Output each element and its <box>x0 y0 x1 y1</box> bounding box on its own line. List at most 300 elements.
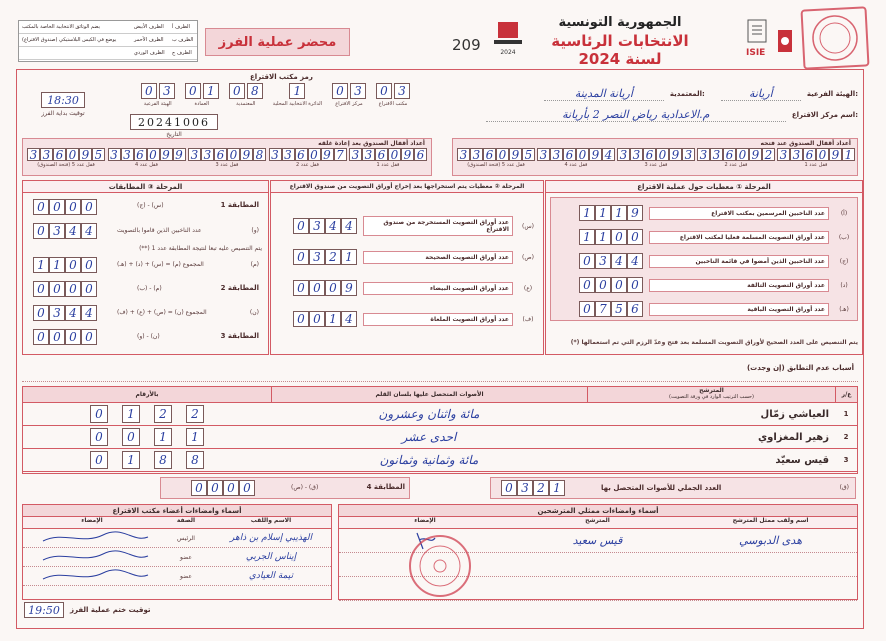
stage2-row <box>277 277 537 299</box>
header-titles <box>535 15 705 68</box>
isie-logo <box>740 18 774 62</box>
candidates-table <box>22 386 858 474</box>
match3-formula: (و) - (ن) <box>137 333 160 340</box>
stage1-row <box>555 298 853 320</box>
sum-m-code: (م) <box>250 261 259 268</box>
stage1-row <box>555 274 853 296</box>
close-lock-digit: 9 <box>79 148 92 161</box>
stage2-row <box>277 308 537 330</box>
open-lock-digit: 6 <box>563 148 576 161</box>
match3-digit: 0 <box>33 329 49 345</box>
voters-digit: 4 <box>65 223 81 239</box>
open-lock <box>457 148 535 168</box>
candidate-votes-digit: 0 <box>90 405 108 423</box>
close-lock <box>269 148 347 168</box>
open-lock-digit: 3 <box>537 148 550 161</box>
open-lock-digit: 9 <box>749 148 762 161</box>
close-lock-digit: 6 <box>295 148 308 161</box>
code-digit: 1 <box>203 83 219 99</box>
stage2-digit: 3 <box>309 218 325 234</box>
candidate-votes-digit: 1 <box>186 428 204 446</box>
reps-col-rep: اسم ولقب ممثل المترشح <box>732 517 809 524</box>
ballot-box-icon <box>488 18 528 62</box>
irregularities-row <box>22 360 858 382</box>
sum-n-digit: 4 <box>65 305 81 321</box>
open-lock-digit: 6 <box>723 148 736 161</box>
candidate-num: 2 <box>843 433 849 441</box>
close-lock-digit: 3 <box>121 148 134 161</box>
candidate-votes-digit: 2 <box>154 405 172 423</box>
report-title: محضر عملية الفرز <box>218 34 337 50</box>
code-part <box>273 83 322 107</box>
stage1-digit: 6 <box>627 301 643 317</box>
open-lock <box>617 148 695 168</box>
date-value: 20241006 <box>130 114 218 130</box>
envelope-legend <box>18 20 198 62</box>
candidate-votes-digit: 8 <box>186 451 204 469</box>
stage2-digit: 3 <box>309 249 325 265</box>
close-lock-digit: 3 <box>27 148 40 161</box>
match2-digit: 0 <box>81 281 97 297</box>
member-role: عضو <box>180 572 192 580</box>
legend-color: الظرف الأبيض <box>134 24 164 30</box>
total-digit: 0 <box>501 480 517 496</box>
voters-label: عدد الناخبين الذين قاموا بالتصويت <box>117 227 202 234</box>
col-name: المترشح <box>699 387 724 394</box>
members-title: أسماء وامضاءات أعضاء مكتب الاقتراع <box>23 505 331 517</box>
close-lock-digit: 3 <box>349 148 362 161</box>
open-lock-digit: 3 <box>710 148 723 161</box>
totals-row <box>160 477 858 499</box>
stage2-code: (ص) <box>522 253 534 261</box>
close-lock-digit: 0 <box>147 148 160 161</box>
close-lock-digit: 9 <box>173 148 186 161</box>
stage1-digit: 1 <box>579 229 595 245</box>
stage2-digit: 0 <box>309 311 325 327</box>
match4-label: المطابقة 4 <box>366 483 405 491</box>
stage2-row <box>277 215 537 237</box>
stage2-row <box>277 246 537 268</box>
open-lock-digit: 9 <box>589 148 602 161</box>
stage1-code: (أ) <box>840 209 848 217</box>
legend-envelope: الظرف ج <box>172 50 192 56</box>
open-lock-label: قفل عدد 5 (فتحة الصندوق) <box>467 162 525 168</box>
close-lock-digit: 6 <box>134 148 147 161</box>
report-title-box <box>205 28 350 56</box>
match1-digit: 0 <box>65 199 81 215</box>
open-lock-digit: 0 <box>736 148 749 161</box>
stage1-digit: 5 <box>611 301 627 317</box>
member-row <box>23 548 331 567</box>
open-lock-digit: 0 <box>656 148 669 161</box>
stage2-digit: 4 <box>325 218 341 234</box>
stage1-digit: 1 <box>595 229 611 245</box>
stage1-label: عدد أوراق التصويت التالفة <box>649 279 829 292</box>
legend-row <box>19 34 197 47</box>
stage1-label: عدد الناخبين الذين أمضوا في قائمة الناخبين <box>649 255 829 268</box>
end-time-box <box>24 602 164 618</box>
stage2-digit: 0 <box>325 280 341 296</box>
close-lock-digit: 8 <box>253 148 266 161</box>
start-time-box <box>28 92 98 117</box>
code-digit: 3 <box>159 83 175 99</box>
close-lock-label: قفل عدد 5 (فتحة الصندوق) <box>37 162 95 168</box>
close-lock-digit: 7 <box>334 148 347 161</box>
voters-digit: 0 <box>33 223 49 239</box>
stage1-section <box>545 180 863 355</box>
locks-open-title: أعداد أقفال الصندوق عند فتحه <box>760 140 851 147</box>
stage1-digit: 7 <box>595 301 611 317</box>
sum-n-digit: 4 <box>81 305 97 321</box>
header <box>0 0 886 70</box>
open-lock-digit: 5 <box>522 148 535 161</box>
close-lock-digit: 9 <box>401 148 414 161</box>
close-lock-digit: 3 <box>201 148 214 161</box>
match4-digit: 0 <box>223 480 239 496</box>
candidate-votes-digit: 0 <box>122 428 140 446</box>
code-part <box>229 83 263 107</box>
match4-digit: 0 <box>207 480 223 496</box>
stage3-section <box>22 180 269 355</box>
stage1-digit: 1 <box>579 205 595 221</box>
open-lock-label: قفل عدد 4 <box>564 162 588 168</box>
end-time-label: توقيت ختم عملية الفرز <box>70 606 151 614</box>
close-lock-digit: 0 <box>308 148 321 161</box>
close-lock-digit: 9 <box>240 148 253 161</box>
irregularities-label: أسباب عدم التطابق (إن وجدت) <box>746 364 854 372</box>
stage1-code: (هـ) <box>839 305 849 313</box>
stage1-digit: 0 <box>627 229 643 245</box>
open-lock-digit: 3 <box>457 148 470 161</box>
col-num: ع/ر <box>835 387 857 402</box>
match3-row <box>27 329 265 349</box>
code-part-label: الدائرة الانتخابية المحلية <box>272 101 322 107</box>
close-lock-label: قفل عدد 3 <box>215 162 239 168</box>
close-lock-digit: 6 <box>414 148 427 161</box>
official-stamp-top <box>800 6 869 69</box>
stage2-digit: 0 <box>293 218 309 234</box>
stage1-digit: 1 <box>611 205 627 221</box>
legend-row <box>19 47 197 60</box>
total-digit: 1 <box>549 480 565 496</box>
isie-text: ISIE <box>746 48 766 58</box>
code-part-label: العمادة <box>194 101 210 107</box>
stage2-code: (س) <box>521 222 534 230</box>
center-label: اسم مركز الاقتراع: <box>791 111 858 119</box>
stage1-digit: 3 <box>595 253 611 269</box>
stage1-digit: 0 <box>579 277 595 293</box>
member-name: تيمة العيادي <box>248 571 294 581</box>
code-part <box>141 83 175 107</box>
open-lock-digit: 3 <box>617 148 630 161</box>
candidate-votes-words: مائة وثمانية وثمانون <box>379 453 479 467</box>
stage1-digit: 0 <box>579 301 595 317</box>
stage2-digit: 2 <box>325 249 341 265</box>
close-lock-digit: 3 <box>188 148 201 161</box>
regional-value: أريانة <box>721 87 801 101</box>
member-row <box>23 567 331 586</box>
open-lock-digit: 4 <box>602 148 615 161</box>
stage1-digit: 9 <box>627 205 643 221</box>
match2-label: المطابقة 2 <box>220 284 259 292</box>
close-lock-digit: 6 <box>375 148 388 161</box>
locks-close-section <box>22 138 432 176</box>
open-lock-digit: 0 <box>816 148 829 161</box>
code-digit: 0 <box>229 83 245 99</box>
open-lock-digit: 9 <box>829 148 842 161</box>
open-lock-digit: 2 <box>762 148 775 161</box>
stage2-code: (ع) <box>523 284 533 292</box>
code-part <box>332 83 366 107</box>
legend-row <box>19 21 197 34</box>
members-section <box>22 504 332 600</box>
stage2-label: عدد أوراق التصويت المستخرجة من صندوق الاقتراع <box>363 216 513 236</box>
stage2-digit: 9 <box>341 280 357 296</box>
rep-candidate: قيس سعيد <box>572 534 623 547</box>
elections-logo <box>488 18 528 62</box>
member-row <box>23 529 331 548</box>
open-lock-digit: 3 <box>682 148 695 161</box>
close-lock <box>27 148 105 168</box>
elections-title: الانتخابات الرئاسية لسنة 2024 <box>551 32 689 68</box>
member-signature <box>23 529 161 547</box>
match1-digit: 0 <box>33 199 49 215</box>
open-lock-digit: 6 <box>483 148 496 161</box>
close-lock-digit: 6 <box>53 148 66 161</box>
stage2-digit: 0 <box>293 249 309 265</box>
match2-digit: 0 <box>65 281 81 297</box>
locks-open-section <box>452 138 858 176</box>
match3-digit: 0 <box>81 329 97 345</box>
stage1-code: (ج) <box>839 257 849 265</box>
close-lock-digit: 3 <box>282 148 295 161</box>
voters-digit: 3 <box>49 223 65 239</box>
close-lock-digit: 9 <box>160 148 173 161</box>
close-lock-digit: 0 <box>388 148 401 161</box>
candidate-votes-words: مائة واثنان وعشرون <box>378 407 480 421</box>
delegation-label: المعتمدية: <box>669 90 705 98</box>
open-lock-label: قفل عدد 2 <box>724 162 748 168</box>
code-digit: 1 <box>289 83 305 99</box>
open-lock-digit: 3 <box>550 148 563 161</box>
col-name-sub: (حسب الترتيب الوارد في ورقة التصويت) <box>669 394 754 400</box>
sum-n-digit: 3 <box>49 305 65 321</box>
match1-formula: (ج) - (س) <box>137 202 164 209</box>
close-lock <box>108 148 186 168</box>
close-lock-digit: 3 <box>269 148 282 161</box>
stage1-digit: 0 <box>611 229 627 245</box>
open-lock-label: قفل عدد 1 <box>804 162 828 168</box>
sum-m-row <box>27 257 265 277</box>
candidate-num: 3 <box>843 456 849 464</box>
stage1-code: (ب) <box>838 233 850 241</box>
total-digit: 3 <box>517 480 533 496</box>
close-lock-digit: 9 <box>321 148 334 161</box>
member-name: إيناس الجربي <box>245 552 297 562</box>
code-digit: 0 <box>141 83 157 99</box>
stage2-label: عدد أوراق التصويت الملغاة <box>363 313 513 326</box>
candidate-name: العياشي زمّال <box>760 408 829 420</box>
regional-label: الهيئة الفرعية: <box>806 90 858 98</box>
delegation-value: أريانة المدينة <box>544 87 664 101</box>
stage1-digit: 4 <box>627 253 643 269</box>
stage2-section <box>270 180 544 355</box>
candidate-row <box>23 449 857 472</box>
close-lock-digit: 3 <box>40 148 53 161</box>
stage2-digit: 4 <box>341 311 357 327</box>
stage2-label: عدد أوراق التصويت الصحيحة <box>363 251 513 264</box>
match1-digit: 0 <box>81 199 97 215</box>
close-lock-label: قفل عدد 2 <box>296 162 319 168</box>
date-box <box>130 114 230 138</box>
code-digit: 3 <box>394 83 410 99</box>
members-col-sign: الإمضاء <box>81 517 103 524</box>
close-lock-label: قفل عدد 1 <box>376 162 400 168</box>
match4-digit: 0 <box>239 480 255 496</box>
republic-title: الجمهورية التونسية <box>558 15 682 30</box>
legend-envelope: الظرف ب <box>172 37 194 43</box>
close-lock-digit: 3 <box>108 148 121 161</box>
stage2-title: المرحلة ② معطيات يتم استخراجها بعد إخراج أوراق التصويت من صندوق الاقتراع <box>271 181 543 193</box>
voters-digit: 4 <box>81 223 97 239</box>
reps-col-cand: المترشح <box>585 517 610 524</box>
stage2-label: عدد أوراق التصويت البيضاء <box>363 282 513 295</box>
candidate-votes-digit: 8 <box>154 451 172 469</box>
candidate-votes-digit: 0 <box>90 428 108 446</box>
stage1-label: عدد أوراق التصويت المسلمة فعليا لمكتب الاقتراع <box>649 231 829 244</box>
candidate-votes-digit: 1 <box>122 451 140 469</box>
match4-digit: 0 <box>191 480 207 496</box>
legend-desc: يضم الوثائق الانتخابية الخاصة بالمكتب <box>22 24 100 30</box>
open-lock-digit: 0 <box>496 148 509 161</box>
total-label: العدد الجملي للأصوات المتحصل بها <box>601 484 722 492</box>
stage2-digit: 0 <box>293 311 309 327</box>
center-value: م.الاعدادية رياض النصر 2 بأريانة <box>486 108 786 122</box>
open-lock-digit: 3 <box>630 148 643 161</box>
match2-digit: 0 <box>49 281 65 297</box>
close-lock-digit: 0 <box>66 148 79 161</box>
code-digit: 0 <box>332 83 348 99</box>
stage1-label: عدد أوراق التصويت الباقية <box>649 303 829 316</box>
open-lock-digit: 0 <box>576 148 589 161</box>
stage1-title: المرحلة ① معطيات حول عملية الاقتراع <box>546 181 862 193</box>
code-part <box>185 83 219 107</box>
match1-label: المطابقة 1 <box>220 201 259 209</box>
stage1-row <box>555 250 853 272</box>
total-code: (ق) <box>839 484 849 491</box>
open-lock <box>697 148 775 168</box>
start-time-label: توقيت بداية الفرز <box>41 110 85 117</box>
stage1-digit: 0 <box>595 277 611 293</box>
official-stamp-bottom <box>407 533 473 599</box>
open-lock-digit: 3 <box>697 148 710 161</box>
code-part-label: مركز الاقتراع <box>335 101 363 107</box>
close-lock-digit: 3 <box>362 148 375 161</box>
regional-fields <box>448 86 858 126</box>
code-digit: 8 <box>247 83 263 99</box>
member-role: عضو <box>180 553 192 561</box>
rep-name: هدى الدبوسي <box>739 534 802 547</box>
candidate-name: قيس سعيّد <box>775 454 829 466</box>
match2-digit: 0 <box>33 281 49 297</box>
stage1-digit: 4 <box>611 253 627 269</box>
code-digit: 0 <box>185 83 201 99</box>
voters-row <box>27 223 265 243</box>
sum-m-label: المجموع (م) = (س) + (د) + (هـ) <box>117 261 204 268</box>
members-col-name: الاسم واللقب <box>250 517 292 524</box>
stage1-row <box>555 226 853 248</box>
match3-digit: 0 <box>49 329 65 345</box>
sum-n-digit: 0 <box>33 305 49 321</box>
reps-col-sign: الإمضاء <box>414 517 436 524</box>
code-part-label: الهيئة الفرعية <box>143 101 172 107</box>
sum-n-code: (ن) <box>249 309 259 316</box>
close-lock <box>349 148 427 168</box>
stage3-note: (**) يتم التنصيص عليه تبعا لنتيجة المطابقة عدد 1 <box>139 245 262 252</box>
match4-formula: (ص) - (ق) <box>291 484 319 491</box>
col-words: الأصوات المتحصل عليها بلسان القلم <box>271 387 587 402</box>
stage1-note: (*) يتم التنصيص على العدد الصحيح لأوراق التصويت المسلمة بعد فتح وعدّ الرزم التي تم استعمالها <box>570 339 858 346</box>
match3-digit: 0 <box>65 329 81 345</box>
code-digit: 3 <box>350 83 366 99</box>
member-signature <box>23 548 161 566</box>
stage1-digit: 0 <box>627 277 643 293</box>
match2-row <box>27 281 265 301</box>
reps-title: أسماء وامضاءات ممثلي المترشحين <box>339 505 857 517</box>
stage2-digit: 0 <box>293 280 309 296</box>
stage2-digit: 1 <box>341 249 357 265</box>
date-label: التاريخ <box>166 131 182 138</box>
close-lock <box>188 148 266 168</box>
sum-n-row <box>27 305 265 325</box>
voters-code: (و) <box>251 227 259 234</box>
open-lock-digit: 9 <box>669 148 682 161</box>
total-digit: 2 <box>533 480 549 496</box>
end-time-value: 19:50 <box>24 602 64 618</box>
col-digits: بالأرقام <box>135 391 159 398</box>
open-lock <box>777 148 855 168</box>
stage1-row <box>555 202 853 224</box>
legend-desc: يوضع في الكيس البلاستيكي (صندوق الاقتراع) <box>22 37 117 43</box>
code-digit: 0 <box>376 83 392 99</box>
sum-n-label: المجموع (ن) = (ص) + (ع) + (ف) <box>117 309 207 316</box>
match2-formula: (ب) - (م) <box>137 285 162 292</box>
candidate-votes-digit: 1 <box>154 428 172 446</box>
office-code-section <box>120 73 410 111</box>
stage1-code: (د) <box>840 281 848 289</box>
stage2-digit: 4 <box>341 218 357 234</box>
candidate-name: زهير المغزاوي <box>757 431 829 443</box>
flag-icon <box>778 30 792 52</box>
stage1-digit: 0 <box>579 253 595 269</box>
representatives-section <box>338 504 858 600</box>
open-lock-digit: 1 <box>842 148 855 161</box>
svg-text:2024: 2024 <box>500 49 516 56</box>
locks-close-title: أعداد أقفال الصندوق بعد إعادة غلقه <box>318 140 425 147</box>
open-lock-digit: 9 <box>509 148 522 161</box>
stage2-code: (ف) <box>522 315 534 323</box>
candidate-num: 1 <box>843 410 849 418</box>
stage1-digit: 0 <box>611 277 627 293</box>
stage2-digit: 0 <box>309 280 325 296</box>
code-part-label: مكتب الاقتراع <box>378 101 408 107</box>
sum-m-digit: 0 <box>81 257 97 273</box>
candidate-votes-digit: 1 <box>122 405 140 423</box>
close-lock-digit: 0 <box>227 148 240 161</box>
stage1-label: عدد الناخبين المرسمين بمكتب الاقتراع <box>649 207 829 220</box>
close-lock-label: قفل عدد 4 <box>135 162 158 168</box>
member-name: الهذيبي إسلام بن ذاهر <box>230 533 312 543</box>
